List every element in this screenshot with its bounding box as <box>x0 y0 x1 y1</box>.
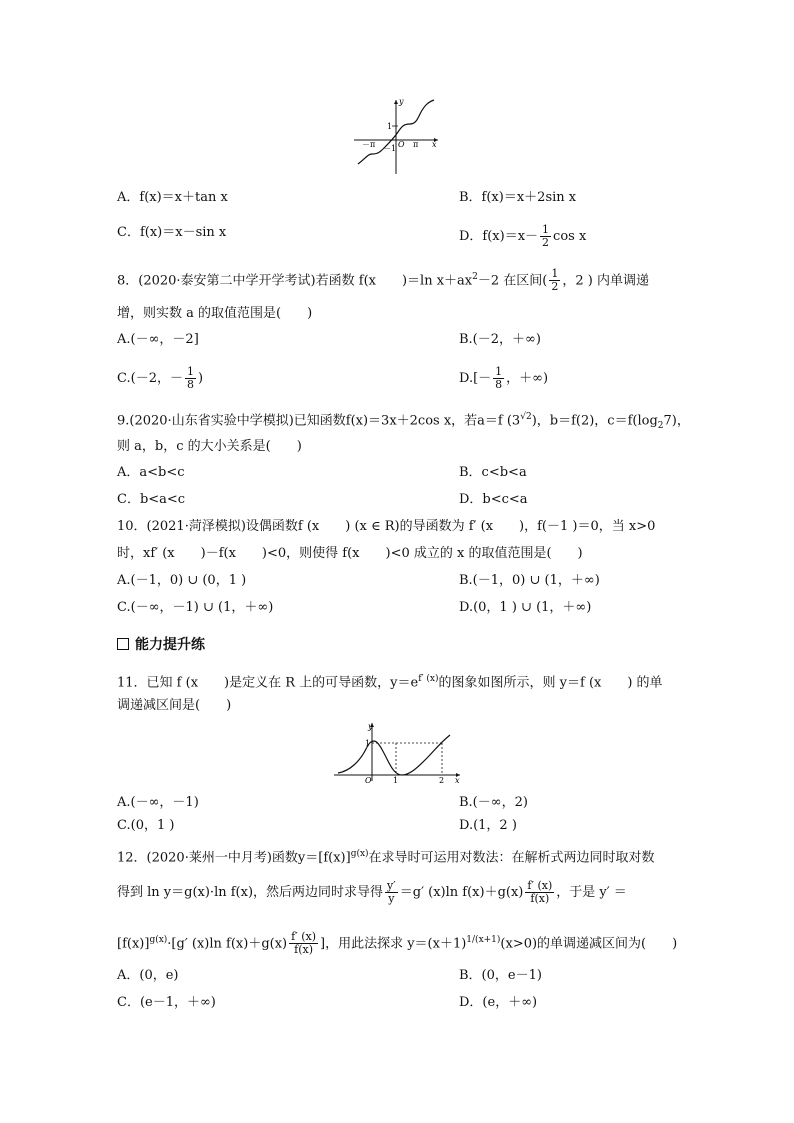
q11-option-c[interactable]: C.(0，1 ) <box>117 818 175 833</box>
q11-options-row2 <box>117 817 517 835</box>
q11-origin-label: O <box>365 776 372 785</box>
q11-stem-line2: 调递减区间是( ) <box>117 698 232 713</box>
fraction: $\frac{1}{2}$ <box>542 223 550 249</box>
q10-option-c[interactable]: C.(－∞，－1) ∪ (1，＋∞) <box>117 600 274 615</box>
q7-options-row2 <box>117 223 587 249</box>
q11-y-label: y <box>368 722 373 731</box>
q7-pi-label: π <box>413 140 419 149</box>
q10-stem-line2: 时，xf′ (x )－f(x )<0，则使得 f(x )<0 成立的 x 的取值范围是( ) <box>117 546 583 561</box>
q12-option-d[interactable]: D．(e，＋∞) <box>459 995 538 1010</box>
section-header <box>117 636 205 654</box>
q11-one-x-label: 1 <box>393 776 399 785</box>
q7-graph <box>350 96 442 176</box>
checkbox-icon <box>117 638 129 650</box>
q10-option-d[interactable]: D.(0，1 ) ∪ (1，＋∞) <box>459 600 592 615</box>
q7-x-label: x <box>432 140 437 149</box>
q11-option-b[interactable]: B.(－∞，2) <box>459 795 528 810</box>
q10-option-a[interactable]: A.(－1，0) ∪ (0，1 ) <box>117 573 247 588</box>
q9-options-row2 <box>117 491 528 509</box>
q9-stem-line2: 则 a，b，c 的大小关系是( ) <box>117 439 302 454</box>
q12-option-b[interactable]: B．(0，e－1) <box>459 968 542 983</box>
q10-stem-line1: 10．(2021·菏泽模拟)设偶函数f (x ) (x ∈ R)的导函数为 f′ (x )，f(－1 )＝0，当 x>0 <box>117 519 656 534</box>
q12-stem-line2: 得到 ln y＝g(x)·ln f(x)，然后两边同时求导得 $\frac{y'}{y}$ ＝g′ (x)ln f(x)＋g(x) $\frac{f' (x)}{f(x)}$ ，于是 y′ ＝ <box>117 879 627 905</box>
q7-option-a[interactable]: A．f(x)＝x＋tan x <box>117 190 228 205</box>
fraction: $\frac{1}{8}$ <box>186 365 194 391</box>
q12-option-c[interactable]: C．(e－1，＋∞) <box>117 995 216 1010</box>
q11-options-row1 <box>117 794 528 812</box>
q8-option-d[interactable]: D.[－ $\frac{1}{8}$ ，＋∞) <box>459 365 549 391</box>
fraction: $\frac{1}{8}$ <box>495 365 503 391</box>
q12-options-row2 <box>117 994 538 1012</box>
q7-options-row1 <box>117 189 577 207</box>
q12-stem-line1: 12．(2020·莱州一中月考)函数$y=[f(x)]^{g(x)}$在求导时可运用对数法：在解析式两边同时取对数 <box>117 849 655 866</box>
q7-option-b[interactable]: B．f(x)＝x＋2sin x <box>459 190 577 205</box>
q9-options-row1 <box>117 464 527 482</box>
q11-option-d[interactable]: D.(1，2 ) <box>459 818 517 833</box>
q7-y-label: y <box>399 97 404 106</box>
q8-option-a[interactable]: A.(－∞，－2] <box>117 332 199 347</box>
q11-two-label: 2 <box>439 776 445 785</box>
q7-origin-label: O <box>398 140 405 149</box>
q9-option-c[interactable]: C．b<a<c <box>117 492 186 507</box>
q12-stem-line3: $[f(x)]^{g(x)}\cdot[g'$ (x)ln f(x)＋g(x) $\frac{f' (x)}{f(x)}$ ]，用此法探求 $y=(x+1)^{1/(x+1)}(x>0)$的单调递减区间为( ) <box>117 930 678 957</box>
q8-options-row2 <box>117 365 549 391</box>
section-title: 能力提升练 <box>135 637 205 653</box>
q11-x-label: x <box>455 776 460 785</box>
q8-stem-line1: 8．(2020·泰安第二中学开学考试)若函数 f(x )＝ln $x+ax^2-2$ 在区间( $\frac{1}{2}$ ，2 ) 内单调递 <box>117 267 649 294</box>
q8-stem-line2: 增，则实数 a 的取值范围是( ) <box>117 306 313 321</box>
q8-option-c[interactable]: C.(－2，－ $\frac{1}{8}$ ) <box>117 365 204 391</box>
q10-options-row1 <box>117 572 600 590</box>
q7-neg-pi-label: －π <box>362 140 376 149</box>
q11-stem-line1: 11．已知 f (x )是定义在 R 上的可导函数，$y=e^{f' (x)}$的图象如图所示，则 y＝f (x ) 的单 <box>117 674 663 691</box>
q10-option-b[interactable]: B.(－1，0) ∪ (1，＋∞) <box>459 573 600 588</box>
q7-neg-one-label: －1 <box>383 144 397 153</box>
fraction: $\frac{1}{2}$ <box>551 267 559 294</box>
fraction: $\frac{y'}{y}$ <box>387 879 396 905</box>
q8-options-row1 <box>117 331 541 349</box>
q9-stem-line1: 9.(2020·山东省实验中学模拟)已知函数f(x)＝3x＋2cos x，若a＝f $(3^{√2})$，b＝f(2)，$c=f(\log_27)$， <box>117 412 690 431</box>
q9-option-b[interactable]: B．c<b<a <box>459 465 527 480</box>
q7-option-c[interactable]: C．f(x)＝x－sin x <box>117 225 227 240</box>
q12-option-a[interactable]: A．(0，e) <box>117 968 179 983</box>
q12-options-row1 <box>117 967 542 985</box>
q7-option-d[interactable]: D．f(x)＝x－ $\frac{1}{2}$ cos x <box>459 223 587 249</box>
fraction: $\frac{f' (x)}{f(x)}$ <box>527 879 553 905</box>
fraction: $\frac{f' (x)}{f(x)}$ <box>291 930 316 957</box>
q11-one-y-label: 1 <box>365 739 371 748</box>
q8-option-b[interactable]: B.(－2，＋∞) <box>459 332 541 347</box>
q7-one-label: 1 <box>387 122 393 131</box>
q9-option-d[interactable]: D．b<c<a <box>459 492 528 507</box>
q11-option-a[interactable]: A.(－∞，－1) <box>117 795 199 810</box>
q11-graph <box>332 719 464 785</box>
q10-options-row2 <box>117 599 592 617</box>
q9-option-a[interactable]: A．a<b<c <box>117 465 185 480</box>
